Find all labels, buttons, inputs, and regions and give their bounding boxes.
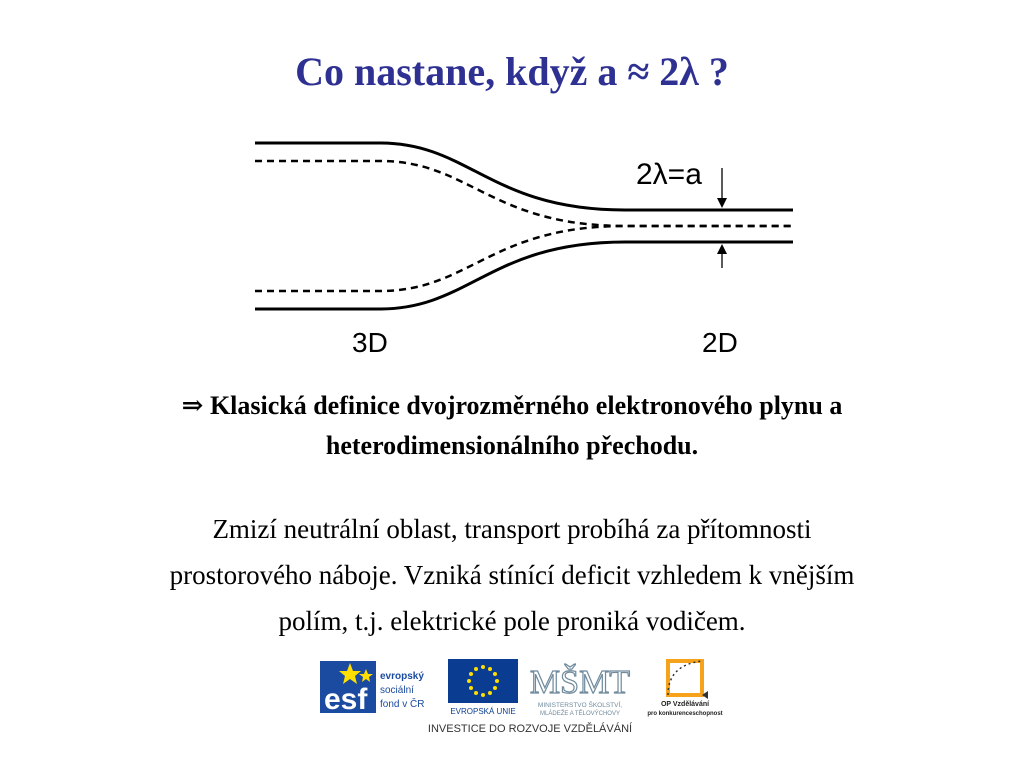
svg-text:OP Vzdělávání: OP Vzdělávání — [660, 701, 710, 708]
svg-text:sociální: sociální — [380, 685, 414, 696]
label-3d: 3D — [352, 327, 388, 358]
op-logo — [646, 655, 730, 721]
footer-tagline: INVESTICE DO ROZVOJE VZDĚLÁVÁNÍ — [427, 723, 633, 735]
conclusion-line-2: heterodimensionálního přechodu. — [325, 431, 699, 460]
svg-text:MŠMT: MŠMT — [529, 664, 631, 701]
width-arrow-bottom — [717, 244, 727, 268]
width-arrow-top — [717, 168, 727, 208]
svg-text:evropský: evropský — [380, 671, 424, 682]
msmt-logo — [524, 655, 636, 721]
conclusion-statement — [60, 386, 964, 466]
footer-logos — [320, 655, 730, 745]
channel-diagram — [240, 128, 800, 368]
svg-text:pro konkurenceschopnost: pro konkurenceschopnost — [647, 711, 723, 717]
svg-text:MINISTERSTVO ŠKOLSTVÍ,: MINISTERSTVO ŠKOLSTVÍ, — [537, 702, 623, 709]
svg-text:esf: esf — [324, 683, 368, 716]
slide-title: Co nastane, když a ≈ 2λ ? — [295, 49, 729, 94]
svg-text:fond v ČR: fond v ČR — [380, 699, 425, 710]
dotted-arc-icon — [668, 661, 702, 695]
width-label: 2λ=a — [636, 158, 702, 191]
svg-text:MLÁDEŽE A TĚLOVÝCHOVY: MLÁDEŽE A TĚLOVÝCHOVY — [540, 711, 620, 717]
paragraph-line-2: prostorového náboje. Vzniká stínící deficit vzhledem k vnějším — [169, 560, 855, 590]
explanation-paragraph — [60, 506, 964, 644]
upper-wall-line — [255, 143, 793, 210]
paragraph-line-3: polím, t.j. elektrické pole proniká vodičem. — [278, 606, 746, 636]
conclusion-text-1: Klasická definice dvojrozměrného elektronového plynu a — [209, 391, 843, 420]
lower-wall-line — [255, 242, 793, 309]
paragraph-line-1: Zmizí neutrální oblast, transport probíhá za přítomnosti — [212, 514, 812, 544]
label-2d: 2D — [702, 327, 738, 358]
eu-flag-logo — [446, 655, 520, 717]
esf-logo — [320, 655, 442, 717]
conclusion-line-1 — [60, 386, 964, 426]
svg-text:EVROPSKÁ UNIE: EVROPSKÁ UNIE — [450, 707, 516, 716]
implies-arrow-icon: ⇒ — [181, 391, 204, 420]
